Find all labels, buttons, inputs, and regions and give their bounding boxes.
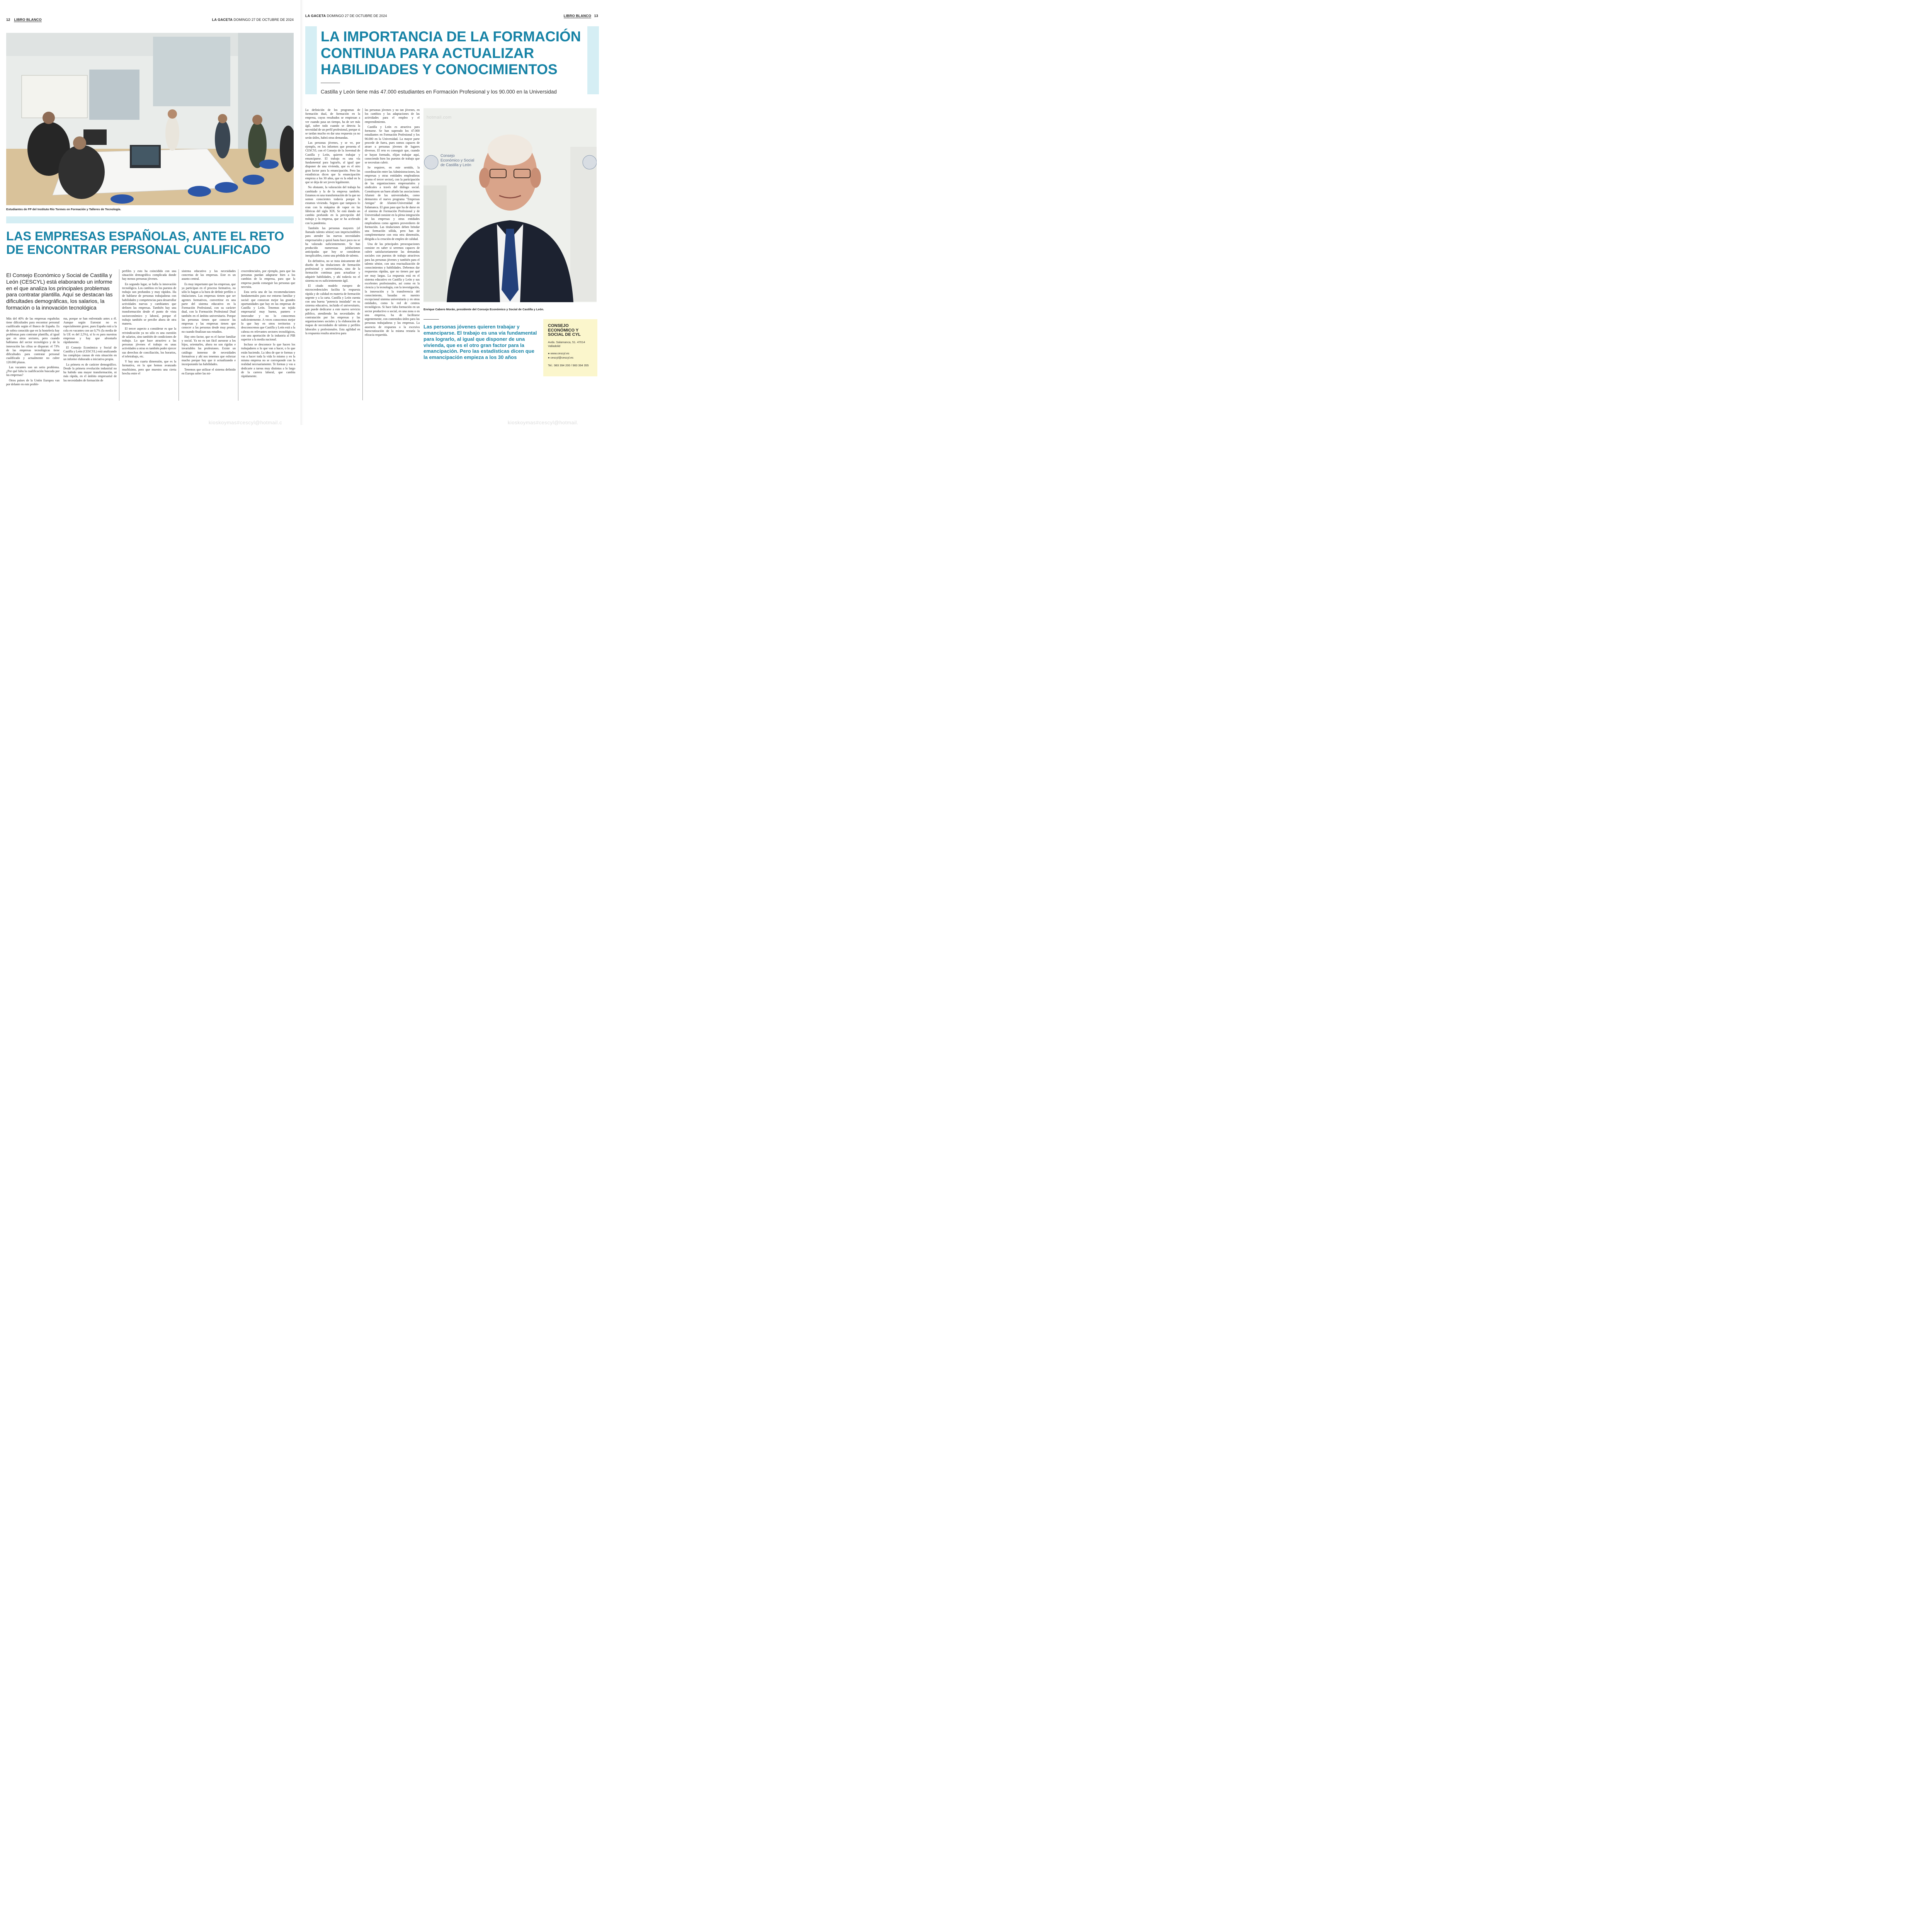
portrait-photo <box>423 108 597 302</box>
email-text: cescyl@cescyl.es <box>550 356 573 360</box>
pull-quote-rule <box>423 319 439 320</box>
backdrop-sign <box>440 154 474 168</box>
contact-title-line: ECONÓMICO Y <box>548 328 579 333</box>
paragraph: Se requiere, en este sentido, la coordinación entre las Administraciones, las empresas y otras entidades empleadoras (como el tercer sector), con la participación de las organizaciones empresariales y sindicales a través del diálogo social. Constituyen un buen aliado las asociaciones Alumni de las universidades, como demuestra el nuevo programa "Empresas Amigas" de Alumni-Universidad de Salamanca. El gran paso que ha de darse en el sistema de Formación Profesional y de Universidad consiste en la plena integración de las empresas y otras entidades empleadoras como agentes proveedores de formación. Las titulaciones deben brindar una formación sólida, pero han de complementarse con esta otra dimensión, dirigida a la creación de empleo de calidad. <box>365 166 420 241</box>
left-headline <box>6 230 296 257</box>
classroom-illustration <box>6 33 294 205</box>
paragraph: perfiles y esto ha coincidido con una situación demográfica complicada donde hay menos personas jóvenes. <box>122 269 176 281</box>
left-column-2 <box>63 317 117 384</box>
paragraph: Tenemos que utilizar el sistema definido en Europa sobre las mi- <box>182 367 236 375</box>
paragraph: Las personas jóvenes, y se ve, por ejemplo, en los informes que presenta el CESCYL con el Consejo de la Juventud de Castilla y León, quieren trabajar y emanciparse. El trabajo es una vía fundamental para lograrlo, al igual que disponer de una vivienda, que es el otro gran factor para la emancipación. Pero las estadísticas dicen que la emancipación empieza a los 30 años, que es la edad en la que se deja de ser joven legalmente. <box>305 141 360 184</box>
paragraph: las personas jóvenes y no tan jóvenes, en los cambios y las adaptaciones de las actividades para el empleo y el emprendimiento. <box>365 108 420 124</box>
globe-icon: ● <box>548 351 550 355</box>
paragraph: Las vacantes son un serio problema. ¿Por qué falta la cualificación buscada por las empresas? <box>6 365 60 377</box>
paragraph: En segundo lugar, se halla la innovación tecnológica. Los cambios en los puestos de trabajo son profundos y muy rápidos. Ha de hablarse de personas trabajadoras con habilidades y competencias para desarrollar actividades nuevas y cambiantes que definen las empresas. También hay una transformación desde el punto de vista socioeconómico y laboral, porque el trabajo también se percibe ahora de otra manera. <box>122 282 176 326</box>
paragraph: Más del 40% de las empresas españolas tiene dificultades para encontrar personal cualificado según el Banco de España. Es de sobra conocido que en la hostelería hay problemas para contratar plantilla, al igual que en otros sectores, pero cuando hablamos del sector tecnológico y de la innovación las cifras se disparan: el 73% de las empresas tecnológicas tiene dificultades para contratar personal cualificado y actualmente no cubre 120.000 plazas. <box>6 317 60 364</box>
left-column-1 <box>6 317 60 388</box>
watermark: kioskoymas#cescyl@hotmail. <box>508 420 578 425</box>
watermark: kioskoymas#cescyl@hotmail.c <box>209 420 282 425</box>
paragraph: El Consejo Económico y Social de Castilla y León (CESCYL) está analizando las complejas causas de esta situación en un informe elaborado a iniciativa propia. <box>63 345 117 361</box>
publication-name: LA GACETA <box>212 18 233 22</box>
headline-line: HABILIDADES Y CONOCIMIENTOS <box>321 61 558 78</box>
paragraph: Hay otro factor, que es el factor familiar y social. Ya no es tan fácil asesorar a los hijos, orientarles, ahora no son rígidas e invariables las profesiones. Existe un catálogo inmenso de necesidades formativas y ahí nos tenemos que esforzar mucho porque hay que ir actualizando e incorporando las habilidades. <box>182 335 236 366</box>
paragraph: No obstante, la valoración del trabajo ha cambiado y la de la empresa también. Estamos en una transformación de la que no somos conscientes todavía porque la estamos viviendo. Seguro que tampoco lo eran con la máquina de vapor en las fábricas del siglo XIX. Se está dando un cambio profundo en la percepción del trabajo y la empresa, que se ha acelerado con la pandemia. <box>305 185 360 225</box>
address-line: Valladolid <box>548 344 560 348</box>
paragraph: Es muy importante que las empresas, que ya participan en el proceso formativo, no sólo lo hagan a la hora de definir perfiles o titulaciones. Las empresas tienen que ser agentes formativos, convertirse en una parte del sistema educativo en la Formación Profesional, con su carácter dual, con la Formación Profesional Dual también en el ámbito universitario. Porque las personas tienen que conocer las empresas y las empresas tienen que conocer a las personas desde muy pronto, no cuando finalizan sus estudios. <box>182 282 236 333</box>
portrait-illustration <box>423 108 597 302</box>
paragraph: En definitiva, no se trata únicamente del diseño de las titulaciones de formación profesional y universitarias, sino de la formación continua para actualizar y adquirir habilidades, y ahí todavía no el sistema no es suficientemente ágil. <box>305 259 360 282</box>
headline-band <box>6 216 294 223</box>
headline-band-left <box>305 26 317 94</box>
email-link[interactable] <box>548 356 593 360</box>
publication-name: LA GACETA <box>305 14 326 18</box>
contact-phone: Tel.: 983 394 200 / 983 394 355 <box>548 364 589 367</box>
subtitle: Castilla y León tiene más 47.000 estudiantes en Formación Profesional y los 90.000 en la Universidad <box>321 89 557 95</box>
paragraph: Esta sería una de las recomendaciones fundamentales para ese entorno familiar y social: que conozcan mejor las grandes oportunidades que hay en las empresas de Castilla y León. Tenemos un tejido empresarial muy bueno, puntero e innovador y no lo conocemos suficientemente. A veces conocemos mejor lo que hay en otros territorios y desconocemos que Castilla y León está a la cabeza en relevantes sectores tecnológicos, con una aportación de la industria al PIB superior a la media nacional. <box>241 290 295 341</box>
paragraph: La primera es de carácter demográfico. Desde la primera revolución industrial no ha habido una mayor transformación, ni más rápida, en el ámbito empresarial de las necesidades de formación de <box>63 362 117 382</box>
column-rule <box>362 108 363 400</box>
photo-caption: Estudiantes de FP del Instituto Río Tormes en Formación y Talleres de Tecnología. <box>6 208 121 211</box>
paragraph: sistema educativo y las necesidades concretas de las empresas. Este es un asunto central. <box>182 269 236 281</box>
headline-band-right <box>587 26 599 94</box>
left-folio <box>6 18 42 22</box>
right-column-1 <box>305 108 360 337</box>
paragraph: La definición de los programas de formación dual, de formación en la empresa, cuyos resultados se empiezan a ver cuando pasa un tiempo, ha de ser más ágil, sobre todo cuando se detecta la necesidad de un perfil profesional, porque si se tardan mucho en dar una respuesta ya no serán útiles, habrá otras demandas. <box>305 108 360 139</box>
paragraph: Incluso se desconoce lo que hacen los trabajadores o lo que van a hacer, o lo que están haciendo. La idea de que te formas y vas a hacer toda la vida lo mismo y en la misma empresa no se corresponde con la realidad necesariamente. Te formas y vas a dedicarte a tareas muy distintas a lo largo de la carrera laboral, que cambia rápidamente. <box>241 343 295 378</box>
mail-icon: ● <box>548 356 550 360</box>
classroom-photo <box>6 33 294 205</box>
paragraph: El tercer aspecto a considerar es que la reivindicación ya no sólo es una cuestión de salarios, sino también de condiciones de trabajo. Lo que hace atractivo a las personas jóvenes el trabajo en unas actividades u otras es también poder ejercer sus derechos de conciliación, los horarios, el teletrabajo, etc. <box>122 327 176 358</box>
contact-links <box>548 351 593 360</box>
headline-line: LA IMPORTANCIA DE LA FORMACIÓN <box>321 29 581 44</box>
contact-box <box>543 319 597 376</box>
issue-date: DOMINGO 27 DE OCTUBRE DE 2024 <box>327 14 387 18</box>
contact-title <box>548 324 593 337</box>
contact-address <box>548 340 593 348</box>
paragraph: También las personas mayores (el llamado talento sénior) son imprescindibles para atender las nuevas necesidades empresariales y quizá hasta hace poco no se ha valorado suficientemente. Se han producido numerosas jubilaciones anticipadas que hoy se consideran inexplicables, como una pérdida de talento. <box>305 226 360 258</box>
left-column-4 <box>182 269 236 377</box>
right-page <box>303 0 606 425</box>
headline-line: DE ENCONTRAR PERSONAL CUALIFICADO <box>6 243 270 257</box>
paragraph: crocredenciales, por ejemplo, para que las personas puedan adaptarse bien a los cambios de la empresa, para que la empresa pueda conseguir las personas que necesita. <box>241 269 295 289</box>
paragraph: Y hay una cuarta dimensión, que es la formativa, en la que hemos avanzado muchísimo, pero que muestra una cierta brecha entre el <box>122 360 176 375</box>
contact-title-line: SOCIAL DE CYL <box>548 332 581 337</box>
section-label: LIBRO BLANCO <box>563 14 592 18</box>
web-text: www.cescyl.es <box>550 351 570 355</box>
sign-line: Consejo <box>440 154 455 158</box>
lede: El Consejo Económico y Social de Castilla y León (CESCYL) está elaborando un informe en el que analiza los principales problemas para contratar plantilla. Aquí se destacan las dificultades demográficas, los salarios, la formación o la innovación tecnológica <box>6 272 113 311</box>
left-dateline <box>212 18 294 22</box>
paragraph: El citado modelo europeo de microcredenciales facilita la respuesta rápida y de calidad en materia de formación urgente y a la carta. Castilla y León cuenta con una buena "potencia instalada" en su sistema educativo, incluido el universitario, que puede dedicarse a este nuevo servicio público, atendiendo las necesidades de contratación por las empresas y las organizaciones sociales y la elaboración de mapas de necesidades de talento y perfiles laborales y profesionales. Esta agilidad en la respuesta resulta atractiva para <box>305 284 360 335</box>
left-page <box>0 0 301 425</box>
address-line: Avda. Salamanca, 51. 47014 <box>548 340 585 344</box>
page-number: 12 <box>6 18 10 22</box>
left-column-5 <box>241 269 295 379</box>
paragraph: Castilla y León es atractiva para formarse. Se han superado los 47.000 estudiantes en Formación Profesional y los 90.000 en la Universidad. La mayor parte procede de fuera, pues somos capaces de atraer a personas jóvenes de lugares diversos. El reto es conseguir que, cuando se hayan formado, elijan trabajar aquí, conociendo bien los puestos de trabajo que se necesitan cubrir. <box>365 125 420 165</box>
watermark: hotmail.com <box>427 115 452 120</box>
pull-quote: Las personas jóvenes quieren trabajar y emanciparse. El trabajo es una vía fundamental para lograrlo, al igual que disponer de una vivienda, que es el otro gran factor para la emancipación. Pero las estadísticas dicen que la emancipación empieza a los 30 años <box>423 324 537 361</box>
paragraph: ma, porque se han enfrentado antes a él. Aunque según Eurostat no es especialmente grave, pues España está a la cola en vacantes con un 0,7% (la media de la UE es del 2,5%), sí lo es para nuestras empresas y hay que afrontarlo rápidamente. <box>63 317 117 344</box>
paragraph: Una de las principales preocupaciones consiste en saber si seremos capaces de cubrir satisfactoriamente las demandas sociales con puestos de trabajo atractivos para las personas jóvenes y también para el talento sénior, con una reactualización de conocimientos y habilidades. Debemos dar respuestas rápidas, que no tienen por qué ser muy largas. La respuesta está en el sistema educativo en Castilla y León y sus excelentes profesionales, así como en la ciencia y la tecnología, con la investigación, la innovación y la transferencia del conocimiento, basadas en nuestro excepcional sistema universitario y en otras entidades, como la red de centros tecnológicos. Si hace falta formación en un sector productivo o social, en una zona o en una empresa, ha de facilitarse urgentemente, con contenidos útiles para las personas trabajadoras y las empresas. La ausencia de respuesta o la excesiva burocratización de la misma restaría la eficacia requerida. <box>365 242 420 337</box>
paragraph: Otros países de la Unión Europea van por delante en este proble- <box>6 378 60 386</box>
sign-line: Económico y Social <box>440 158 474 163</box>
web-link[interactable] <box>548 351 593 356</box>
section-label: LIBRO BLANCO <box>14 18 42 22</box>
right-dateline <box>305 14 387 18</box>
page-number: 13 <box>594 14 598 18</box>
right-folio <box>564 14 598 18</box>
left-column-3 <box>122 269 176 377</box>
right-column-2 <box>365 108 420 338</box>
headline-line: LAS EMPRESAS ESPAÑOLAS, ANTE EL RETO <box>6 229 284 243</box>
contact-title-line: CONSEJO <box>548 323 569 328</box>
headline-line: CONTINUA PARA ACTUALIZAR <box>321 45 534 61</box>
issue-date: DOMINGO 27 DE OCTUBRE DE 2024 <box>233 18 294 22</box>
portrait-caption: Enrique Cabero Morán, presidente del Consejo Económico y Social de Castilla y León. <box>423 308 544 311</box>
right-headline <box>321 29 587 78</box>
sign-line: de Castilla y León <box>440 163 471 167</box>
